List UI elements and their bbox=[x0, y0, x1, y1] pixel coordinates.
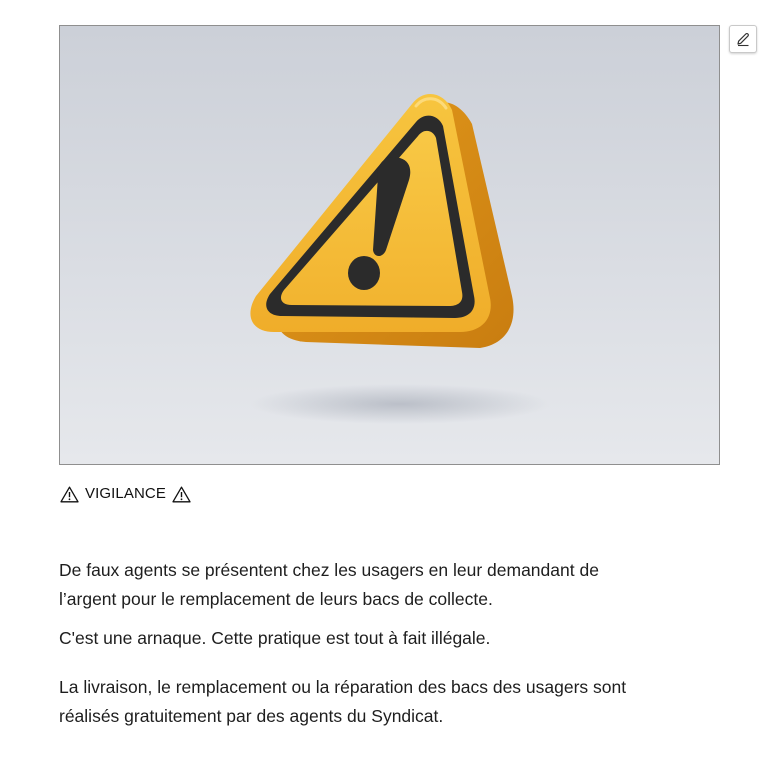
hero-image bbox=[59, 25, 720, 465]
warning-triangle-icon bbox=[172, 486, 191, 503]
triangle-shadow bbox=[250, 384, 550, 424]
edit-image-button[interactable] bbox=[729, 25, 757, 53]
article-body bbox=[59, 556, 739, 731]
paragraph-1 bbox=[59, 556, 739, 614]
paragraph-3 bbox=[59, 673, 739, 731]
image-caption bbox=[60, 484, 191, 504]
exclamation-dot bbox=[348, 256, 380, 290]
paragraph-2: C'est une arnaque. Cette pratique est tout à fait illégale. bbox=[59, 628, 491, 648]
paragraph-3-line-1: La livraison, le remplacement ou la réparation des bacs des usagers sont bbox=[59, 677, 627, 697]
warning-illustration bbox=[60, 26, 719, 464]
warning-triangle-icon bbox=[60, 486, 79, 503]
paragraph-1-line-1: De faux agents se présentent chez les usagers en leur demandant de bbox=[59, 560, 599, 580]
caption-text: VIGILANCE bbox=[85, 485, 166, 502]
paragraph-3-line-2: réalisés gratuitement par des agents du Syndicat. bbox=[59, 706, 444, 726]
pencil-icon bbox=[735, 31, 751, 47]
paragraph-1-line-2: l’argent pour le remplacement de leurs bacs de collecte. bbox=[59, 589, 493, 609]
